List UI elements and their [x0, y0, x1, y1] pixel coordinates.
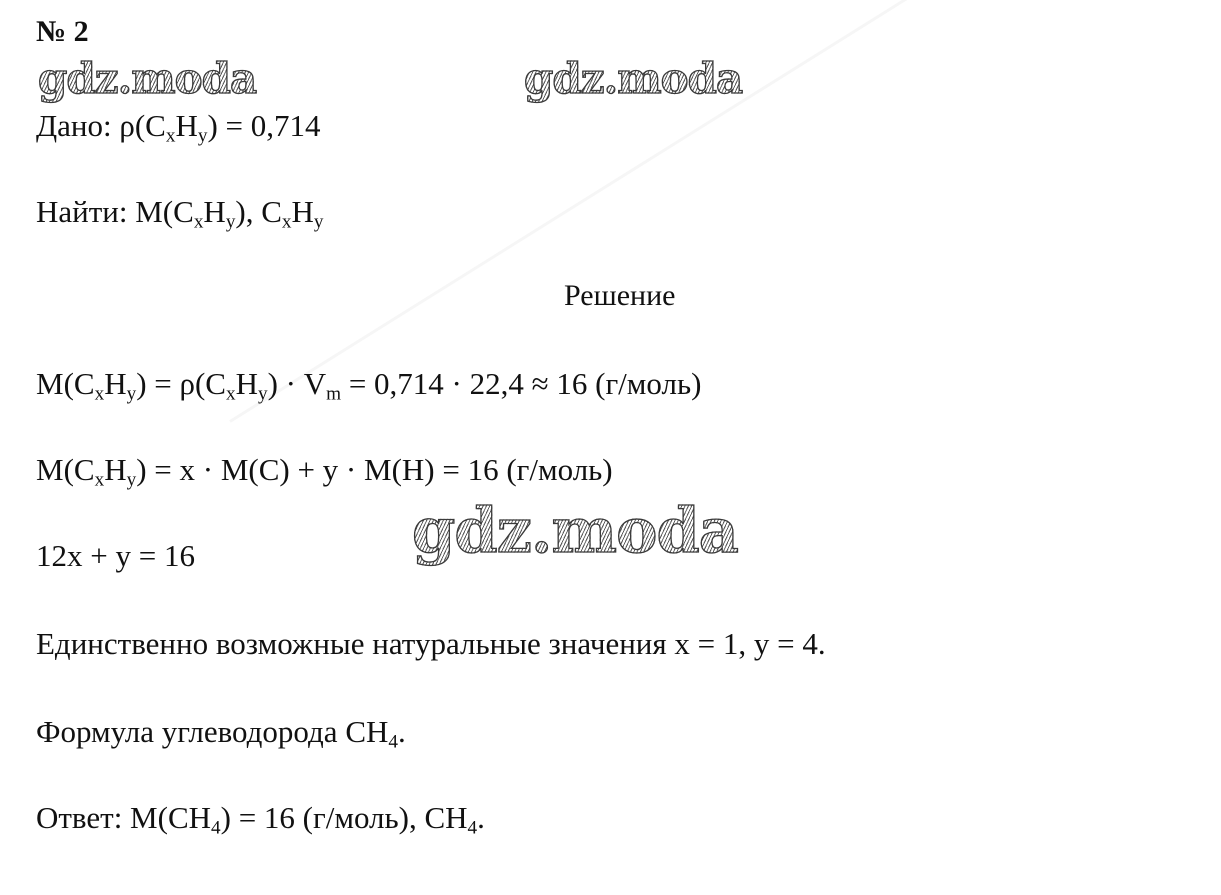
task-number: № 2 — [36, 15, 89, 48]
subscript: x — [281, 211, 292, 233]
equation-text: ) · V — [267, 366, 327, 401]
find-text: H — [203, 194, 226, 229]
subscript: 4 — [467, 817, 478, 839]
equation-text: H — [104, 452, 127, 487]
subscript: y — [197, 125, 208, 147]
answer-text: Ответ: M(CH — [36, 800, 212, 835]
equation-molar-mass — [36, 366, 702, 405]
subscript: x — [193, 211, 204, 233]
subscript: y — [225, 211, 236, 233]
equation-composition — [36, 452, 613, 491]
subscript: x — [94, 383, 105, 405]
subscript: y — [126, 383, 137, 405]
subscript: m — [326, 383, 342, 405]
find-text: Найти: M(C — [36, 194, 194, 229]
equation-linear: 12x + y = 16 — [36, 538, 195, 573]
find-text: ), C — [235, 194, 282, 229]
given-line — [36, 108, 321, 147]
equation-text: M(C — [36, 452, 95, 487]
answer-text: . — [477, 800, 485, 835]
equation-text: H — [104, 366, 127, 401]
watermark-logo: gdz.moda — [412, 494, 738, 567]
given-text: H — [175, 108, 198, 143]
equation-text: = 0,714 · 22,4 ≈ 16 (г/моль) — [341, 366, 702, 401]
find-line — [36, 194, 324, 233]
subscript: y — [257, 383, 268, 405]
equation-text: ) = ρ(C — [136, 366, 226, 401]
equation-text: ) = x · M(C) + y · M(H) = 16 (г/моль) — [136, 452, 613, 487]
equation-text: H — [235, 366, 258, 401]
subscript: x — [94, 469, 105, 491]
subscript: y — [313, 211, 324, 233]
solution-heading: Решение — [564, 279, 676, 312]
subscript: x — [225, 383, 236, 405]
possible-values-text: Единственно возможные натуральные значения x = 1, y = 4. — [36, 626, 826, 661]
given-text: ) = 0,714 — [207, 108, 321, 143]
find-text: H — [291, 194, 314, 229]
formula-text: . — [398, 714, 406, 749]
equation-text: M(C — [36, 366, 95, 401]
subscript: 4 — [211, 817, 221, 839]
watermark-logo: gdz.moda — [38, 54, 257, 103]
subscript: x — [165, 125, 176, 147]
answer-text: ) = 16 (г/моль), CH — [220, 800, 468, 835]
answer-line — [36, 800, 485, 839]
watermark-logo: gdz.moda — [524, 54, 743, 103]
formula-text: Формула углеводорода CH — [36, 714, 389, 749]
subscript: 4 — [388, 731, 398, 753]
formula-line — [36, 714, 406, 753]
subscript: y — [126, 469, 137, 491]
given-text: Дано: ρ(C — [36, 108, 166, 143]
